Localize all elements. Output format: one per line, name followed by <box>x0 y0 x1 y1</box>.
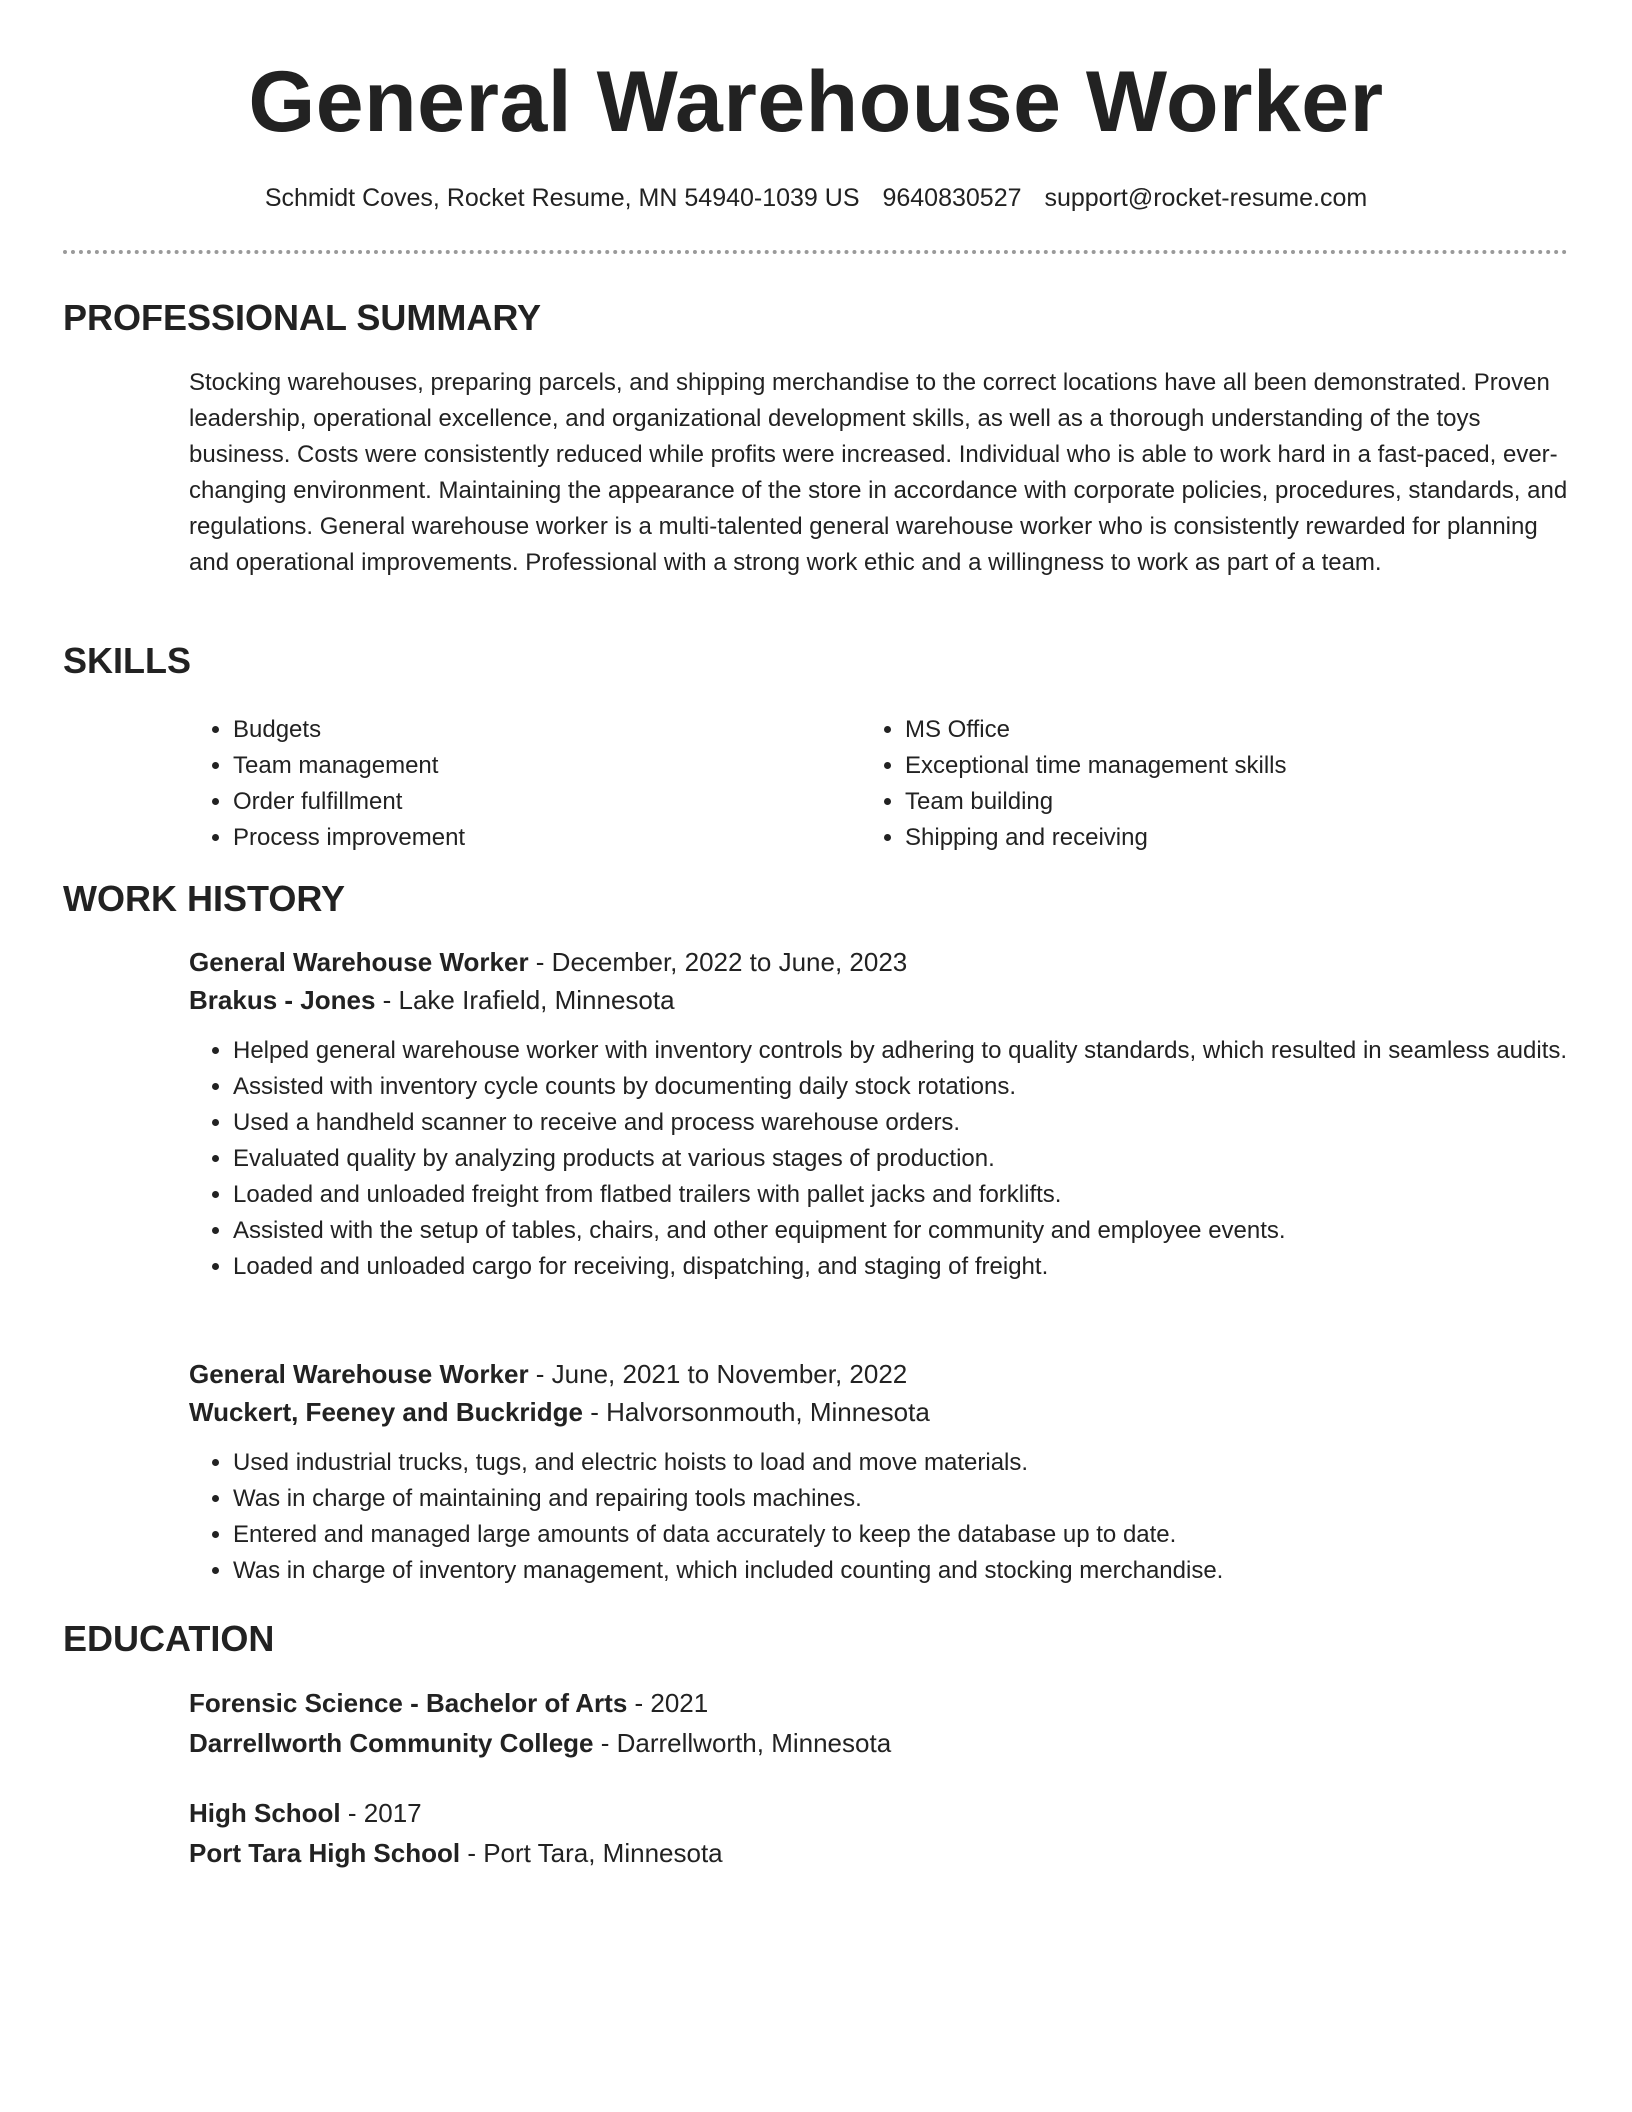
candidate-name: General Warehouse Worker <box>248 54 1384 150</box>
job-duty: • Assisted with the setup of tables, chairs, and other equipment for community and employee events. <box>233 1213 1569 1249</box>
skill-item: • Budgets <box>233 712 829 748</box>
job-duty: • Used industrial trucks, tugs, and electric hoists to load and move materials. <box>233 1445 1569 1481</box>
skills-column-right <box>861 712 1561 856</box>
job-duty: • Entered and managed large amounts of data accurately to keep the database up to date. <box>233 1517 1569 1553</box>
job-company: Wuckert, Feeney and Buckridge <box>189 1397 583 1427</box>
job-dates: - June, 2021 to November, 2022 <box>528 1359 908 1389</box>
contact-phone: 9640830527 <box>882 184 1022 212</box>
contact-address: Schmidt Coves, Rocket Resume, MN 54940-1039 US <box>264 184 860 212</box>
school-name: Port Tara High School <box>189 1838 461 1868</box>
job-duty: • Loaded and unloaded freight from flatbed trailers with pallet jacks and forklifts. <box>233 1177 1569 1213</box>
skills-heading: SKILLS <box>63 640 192 681</box>
degree: High School <box>189 1798 341 1828</box>
job-company-line <box>189 981 1569 1019</box>
contact-line <box>0 181 1632 215</box>
school-line <box>189 1833 1569 1873</box>
skill-item: • Shipping and receiving <box>905 820 1561 856</box>
job-duty: • Evaluated quality by analyzing products at various stages of production. <box>233 1141 1569 1177</box>
degree-line <box>189 1683 1569 1723</box>
skill-item: • MS Office <box>905 712 1561 748</box>
summary-heading: PROFESSIONAL SUMMARY <box>63 297 542 338</box>
school-location: - Darrellworth, Minnesota <box>593 1728 892 1758</box>
job-duty: • Was in charge of maintaining and repairing tools machines. <box>233 1481 1569 1517</box>
degree-line <box>189 1793 1569 1833</box>
job-duty: • Helped general warehouse worker with inventory controls by adhering to quality standards, which resulted in seamless audits. <box>233 1033 1569 1069</box>
job-duty: • Assisted with inventory cycle counts by documenting daily stock rotations. <box>233 1069 1569 1105</box>
job-dates: - December, 2022 to June, 2023 <box>528 947 908 977</box>
job-role: General Warehouse Worker <box>189 1359 529 1389</box>
job-duty: • Loaded and unloaded cargo for receiving, dispatching, and staging of freight. <box>233 1249 1569 1285</box>
job-role: General Warehouse Worker <box>189 947 529 977</box>
skills-list-right <box>861 712 1561 856</box>
skill-item: • Order fulfillment <box>233 784 829 820</box>
graduation-year: - 2017 <box>340 1798 422 1828</box>
graduation-year: - 2021 <box>627 1688 709 1718</box>
degree: Forensic Science - Bachelor of Arts <box>189 1688 628 1718</box>
job-location: - Halvorsonmouth, Minnesota <box>582 1397 930 1427</box>
school-name: Darrellworth Community College <box>189 1728 594 1758</box>
job-duties <box>0 1033 1569 1285</box>
job-duty: • Was in charge of inventory management, which included counting and stocking merchandise. <box>233 1553 1569 1589</box>
job-company: Brakus - Jones <box>189 985 376 1015</box>
skill-item: • Team building <box>905 784 1561 820</box>
job-location: - Lake Irafield, Minnesota <box>375 985 675 1015</box>
skills-column-left <box>189 712 829 856</box>
school-location: - Port Tara, Minnesota <box>460 1838 723 1868</box>
education-heading: EDUCATION <box>63 1618 275 1659</box>
skill-item: • Process improvement <box>233 820 829 856</box>
job-title-line <box>189 943 1569 981</box>
job-duty: • Used a handheld scanner to receive and process warehouse orders. <box>233 1105 1569 1141</box>
skill-item: • Exceptional time management skills <box>905 748 1561 784</box>
summary-text: Stocking warehouses, preparing parcels, and shipping merchandise to the correct locations have all been demonstrated. Proven leadership, operational excellence, and organizational development skills, as well as a thorough understanding of the toys business. Costs were consistently reduced while profits were increased. Individual who is able to work hard in a fast-paced, ever-changing environment. Maintaining the appearance of the store in accordance with corporate policies, procedures, standards, and regulations. General warehouse worker is a multi-talented general warehouse worker who is consistently rewarded for planning and operational improvements. Professional with a strong work ethic and a willingness to work as part of a team. <box>189 369 1568 576</box>
school-line <box>189 1723 1569 1763</box>
education-entry <box>189 1793 1569 1873</box>
header-divider <box>63 250 1568 254</box>
job-title-line <box>189 1355 1569 1393</box>
contact-email[interactable]: support@rocket-resume.com <box>1044 184 1368 212</box>
job-entry <box>189 1355 1569 1589</box>
work-history-heading: WORK HISTORY <box>63 878 346 919</box>
skill-item: • Team management <box>233 748 829 784</box>
skills-list-left <box>189 712 829 856</box>
job-entry <box>189 943 1569 1285</box>
job-company-line <box>189 1393 1569 1431</box>
job-duties <box>0 1445 1569 1589</box>
education-entry <box>189 1683 1569 1763</box>
